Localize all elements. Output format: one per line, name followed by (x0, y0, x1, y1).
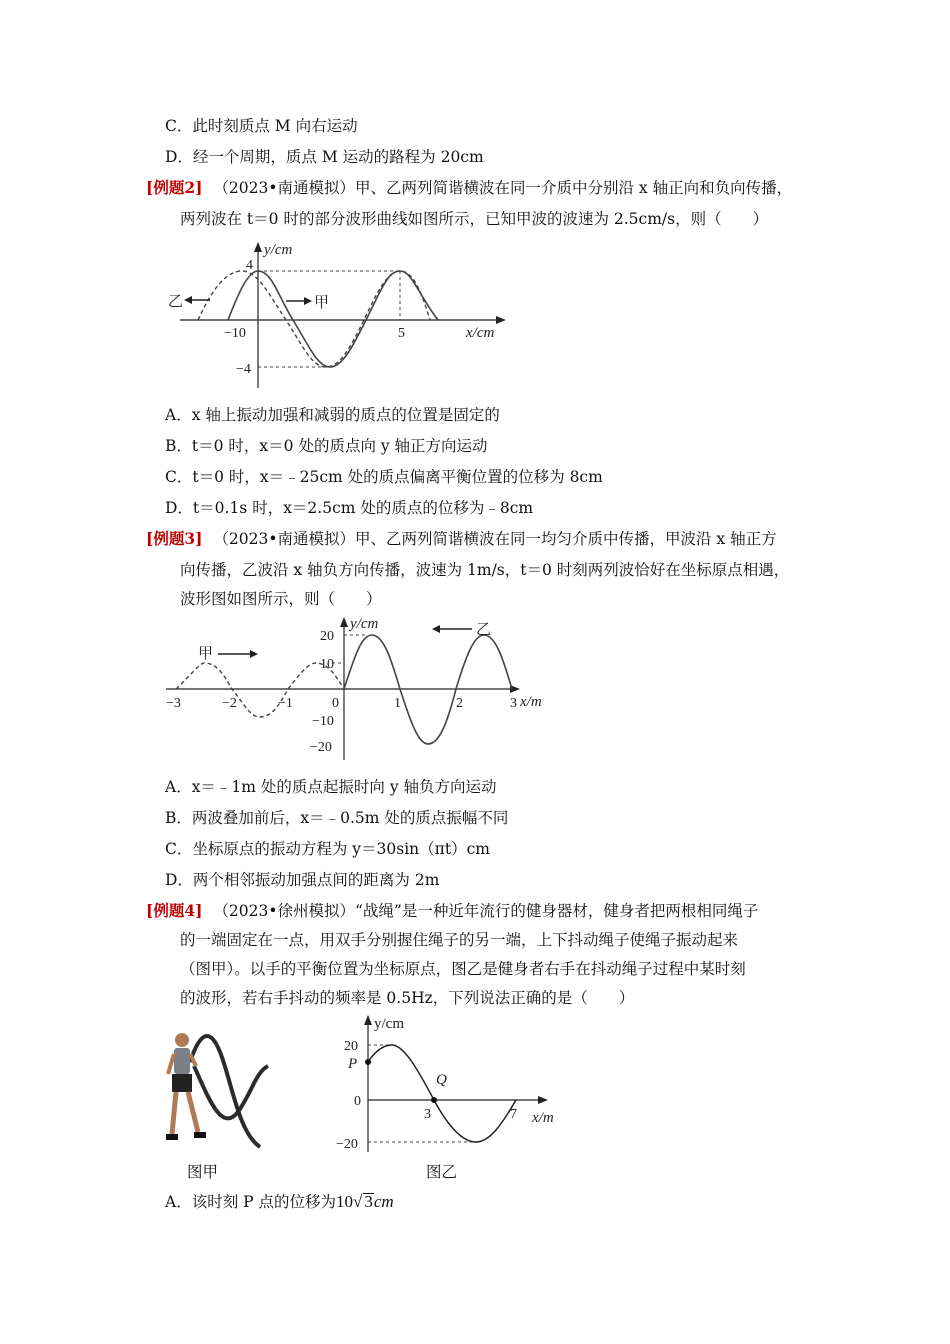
stem-text: （2023•徐州模拟）“战绳”是一种近年流行的健身器材，健身者把两根相同绳子 (213, 902, 759, 920)
option-b: B．两波叠加前后，x＝﹣0.5m 处的质点振幅不同 (165, 809, 509, 827)
y-axis-label: y/cm (374, 1016, 404, 1032)
option-a-text: A．该时刻 P 点的位移为 (165, 1193, 336, 1211)
question-2-stem (146, 178, 792, 198)
question-4-stem (146, 901, 758, 921)
option-a-math: 10√ 3cm (335, 1192, 394, 1211)
option-c: C．坐标原点的振动方程为 y＝30sin（πt）cm (165, 840, 490, 858)
tick-x-7: 7 (510, 1107, 517, 1122)
question-tag: [例题3] (146, 529, 203, 548)
wave-figure-q4 (330, 1012, 570, 1157)
wave-jia-curve (228, 271, 438, 367)
tick-x-0: 0 (332, 696, 339, 711)
coefficient: 10 (335, 1192, 353, 1211)
question-tag: [例题2] (146, 178, 203, 197)
wave-jia-curve (176, 663, 344, 717)
stem-line: 波形图如图所示，则（ ） (180, 590, 382, 608)
radicand: 3 (364, 1192, 373, 1211)
tick-x-3: 3 (424, 1107, 431, 1122)
option-a: A．x 轴上振动加强和减弱的质点的位置是固定的 (165, 406, 500, 424)
stem-line: 向传播，乙波沿 x 轴负方向传播，波速为 1m/s，t＝0 时刻两列波恰好在坐标原点相遇， (180, 561, 790, 579)
tick-y-m10: −10 (312, 714, 334, 729)
label-yi: 乙 (476, 622, 492, 638)
question-3-stem (146, 529, 777, 549)
tick-x-1: 1 (394, 696, 401, 711)
unit: cm (373, 1192, 394, 1211)
tick-x-m3: −3 (166, 696, 181, 711)
stem-line: 两列波在 t＝0 时的部分波形曲线如图所示，已知甲波的波速为 2.5cm/s，则（ ） (180, 210, 769, 228)
tick-x-2: 2 (456, 696, 463, 711)
tick-y-m20: −20 (310, 740, 332, 755)
option-a (165, 1192, 394, 1212)
option-c: C．t＝0 时，x＝﹣25cm 处的质点偏离平衡位置的位移为 8cm (165, 468, 603, 486)
option-b: B．t＝0 时，x＝0 处的质点向 y 轴正方向运动 (165, 437, 488, 455)
tick-y-max: 4 (246, 258, 253, 273)
wave-figure-q3 (160, 612, 560, 762)
arrow-right-icon (250, 650, 258, 658)
point-q-label: Q (436, 1072, 447, 1088)
tick-x-3: 3 (510, 696, 517, 711)
tick-x-neg10: −10 (224, 326, 246, 341)
label-yi: 乙 (168, 294, 184, 310)
figure-caption-b: 图乙 (426, 1163, 458, 1181)
arrow-left-icon (432, 625, 440, 633)
tick-y-min: −4 (236, 362, 251, 377)
tick-x-m2: −2 (222, 696, 237, 711)
tick-y-20: 20 (320, 629, 334, 644)
tick-y-10: 10 (320, 657, 334, 672)
x-axis-label: x/cm (466, 325, 495, 341)
option-d: D．经一个周期，质点 M 运动的路程为 20cm (165, 148, 484, 166)
point-p-label: P (348, 1056, 358, 1072)
tick-x-m1: −1 (278, 696, 293, 711)
wave-curve (368, 1045, 516, 1142)
option-d: D．两个相邻振动加强点间的距离为 2m (165, 871, 440, 889)
option-c: C．此时刻质点 M 向右运动 (165, 117, 358, 135)
label-jia: 甲 (314, 295, 330, 311)
tick-x-5: 5 (398, 326, 405, 341)
wave-yi-curve (198, 271, 430, 367)
question-tag: [例题4] (146, 901, 203, 920)
arrow-left-icon (184, 296, 192, 304)
stem-text: （2023•南通模拟）甲、乙两列简谐横波在同一均匀介质中传播，甲波沿 x 轴正方 (213, 530, 777, 548)
tick-y-m20: −20 (336, 1137, 358, 1152)
arrow-right-icon (304, 297, 312, 305)
stem-text: （2023•南通模拟）甲、乙两列简谐横波在同一介质中分别沿 x 轴正向和负向传播， (213, 179, 793, 197)
figure-caption-a: 图甲 (187, 1163, 219, 1181)
tick-y-20: 20 (344, 1039, 358, 1054)
label-jia: 甲 (198, 646, 214, 662)
stem-line: 的一端固定在一点，用双手分别握住绳子的另一端，上下抖动绳子使绳子振动起来 (180, 931, 739, 949)
option-a: A．x＝﹣1m 处的质点起振时向 y 轴负方向运动 (165, 778, 497, 796)
x-axis-label: x/m (532, 1110, 554, 1126)
stem-line: （图甲）。以手的平衡位置为坐标原点，图乙是健身者右手在抖动绳子过程中某时刻 (180, 960, 746, 978)
point-p-marker (365, 1059, 371, 1065)
wave-figure-q2 (160, 238, 520, 390)
battle-rope-illustration (160, 1022, 272, 1157)
option-d: D．t＝0.1s 时，x＝2.5cm 处的质点的位移为﹣8cm (165, 499, 534, 517)
tick-origin: 0 (354, 1094, 361, 1109)
stem-line: 的波形，若右手抖动的频率是 0.5Hz，下列说法正确的是（ ） (180, 989, 635, 1007)
y-axis-label: y/cm (264, 242, 293, 258)
point-q-marker (431, 1097, 437, 1103)
y-axis-label: y/cm (350, 616, 379, 632)
x-axis-label: x/m (520, 694, 542, 710)
